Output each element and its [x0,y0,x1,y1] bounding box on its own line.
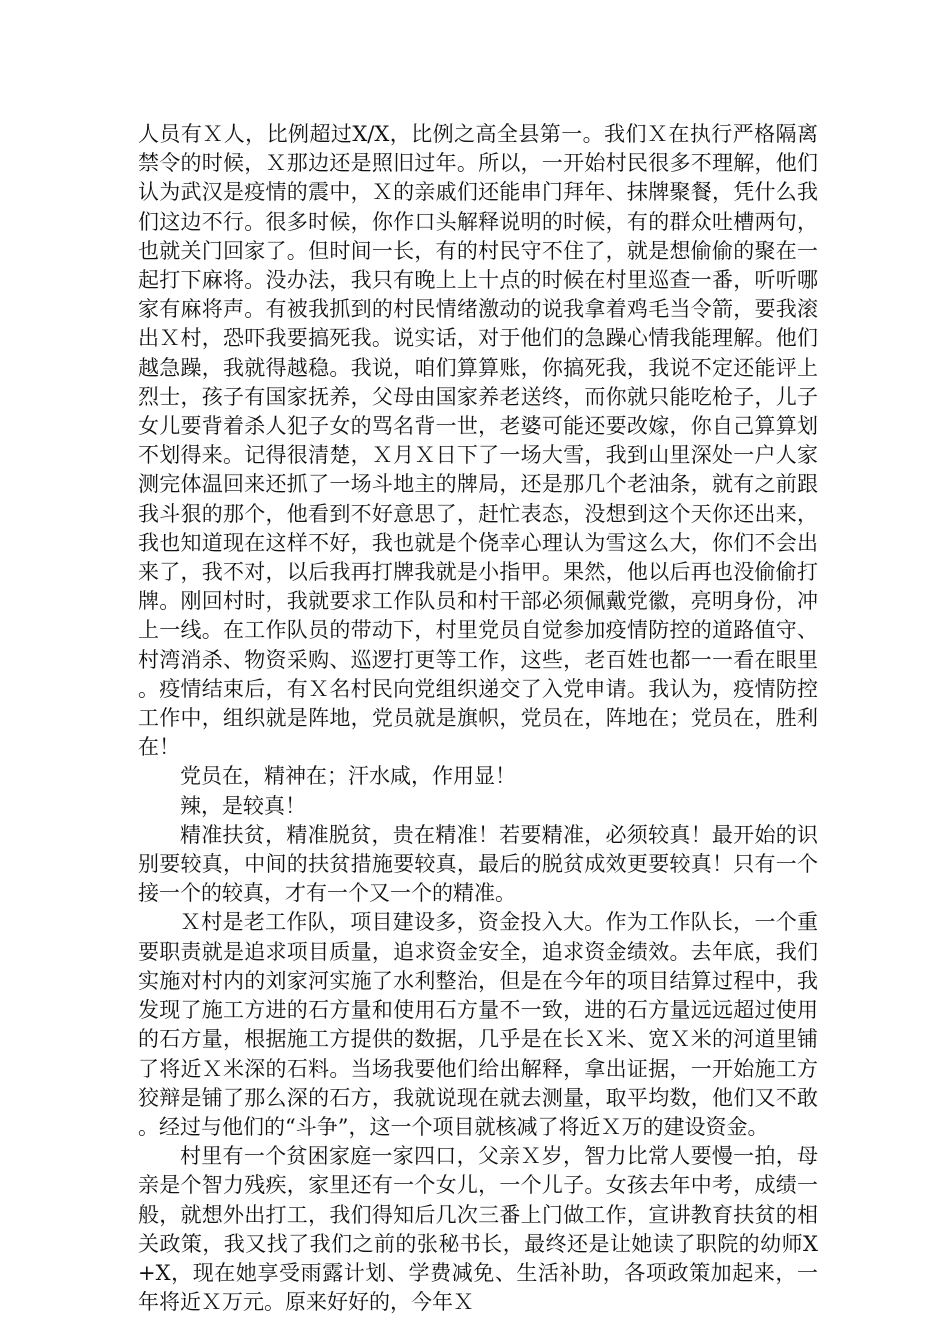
paragraph-precision-poverty: 精准扶贫，精准脱贫，贵在精准！若要精准，必须较真！最开始的识别要较真，中间的扶贫措施要较真，最后的脱贫成效更要较真！只有一个接一个的较真，才有一个又一个的精准。 [138,822,818,906]
paragraph-epidemic-control: 人员有Ｘ人，比例超过X/X，比例之高全县第一。我们Ｘ在执行严格隔离禁令的时候，Ｘ那边还是照旧过年。所以，一开始村民很多不理解，他们认为武汉是疫情的震中，Ｘ的亲戚们还能串门拜年、抹牌聚餐，凭什么我们这边不行。很多时候，你作口头解释说明的时候，有的群众吐槽两句，也就关门回家了。但时间一长，有的村民守不住了，就是想偷偷的聚在一起打下麻将。没办法，我只有晚上上十点的时候在村里巡查一番，听听哪家有麻将声。有被我抓到的村民情绪激动的说我拿着鸡毛当令箭，要我滚出Ｘ村，恐吓我要搞死我。说实话，对于他们的急躁心情我能理解。他们越急躁，我就得越稳。我说，咱们算算账，你搞死我，我说不定还能评上烈士，孩子有国家抚养，父母由国家养老送终，而你就只能吃枪子，儿子女儿要背着杀人犯子女的骂名背一世，老婆可能还要改嫁，你自己算算划不划得来。记得很清楚，Ｘ月Ｘ日下了一场大雪，我到山里深处一户人家测完体温回来还抓了一场斗地主的牌局，还是那几个老油条，就有之前跟我斗狠的那个，他看到不好意思了，赶忙表态，没想到这个天你还出来，我也知道现在这样不好，我也就是个侥幸心理认为雪这么大，你们不会出来了，我不对，以后我再打牌我就是小指甲。果然，他以后再也没偷偷打牌。刚回村时，我就要求工作队员和村干部必须佩戴党徽，亮明身份，冲上一线。在工作队员的带动下，村里党员自觉参加疫情防控的道路值守、村湾消杀、物资采购、巡逻打更等工作，这些，老百姓也都一一看在眼里。疫情结束后，有Ｘ名村民向党组织递交了入党申请。我认为，疫情防控工作中，组织就是阵地，党员就是旗帜，党员在，阵地在；党员在，胜利在！ [138,122,818,760]
document-body [138,120,818,1317]
paragraph-party-member-slogan: 党员在，精神在；汗水咸，作用显！ [180,764,516,789]
paragraph-project-audit: Ｘ村是老工作队，项目建设多，资金投入大。作为工作队长，一个重要职责就是追求项目质量，追求资金安全，追求资金绩效。去年底，我们实施对村内的刘家河实施了水利整治，但是在今年的项目结算过程中，我发现了施工方进的石方量和使用石方量不一致，进的石方量远远超过使用的石方量，根据施工方提供的数据，几乎是在长Ｘ米、宽Ｘ米的河道里铺了将近Ｘ米深的石料。当场我要他们给出解释，拿出证据，一开始施工方狡辩是铺了那么深的石方，我就说现在就去测量，取平均数，他们又不敢。经过与他们的“斗争”，这一个项目就核减了将近Ｘ万的建设资金。 [138,910,818,1139]
paragraph-section-heading: 辣，是较真！ [180,793,306,818]
paragraph-poor-family: 村里有一个贫困家庭一家四口，父亲Ｘ岁，智力比常人要慢一拍，母亲是个智力残疾，家里还有一个女儿，一个儿子。女孩去年中考，成绩一般，就想外出打工，我们得知后几次三番上门做工作，宣讲教育扶贫的相关政策，我又找了我们之前的张秘书长，最终还是让她读了职院的幼师X+X，现在她享受雨露计划、学费减免、生活补助，各项政策加起来，一年将近Ｘ万元。原来好好的，今年Ｘ [138,1144,818,1315]
